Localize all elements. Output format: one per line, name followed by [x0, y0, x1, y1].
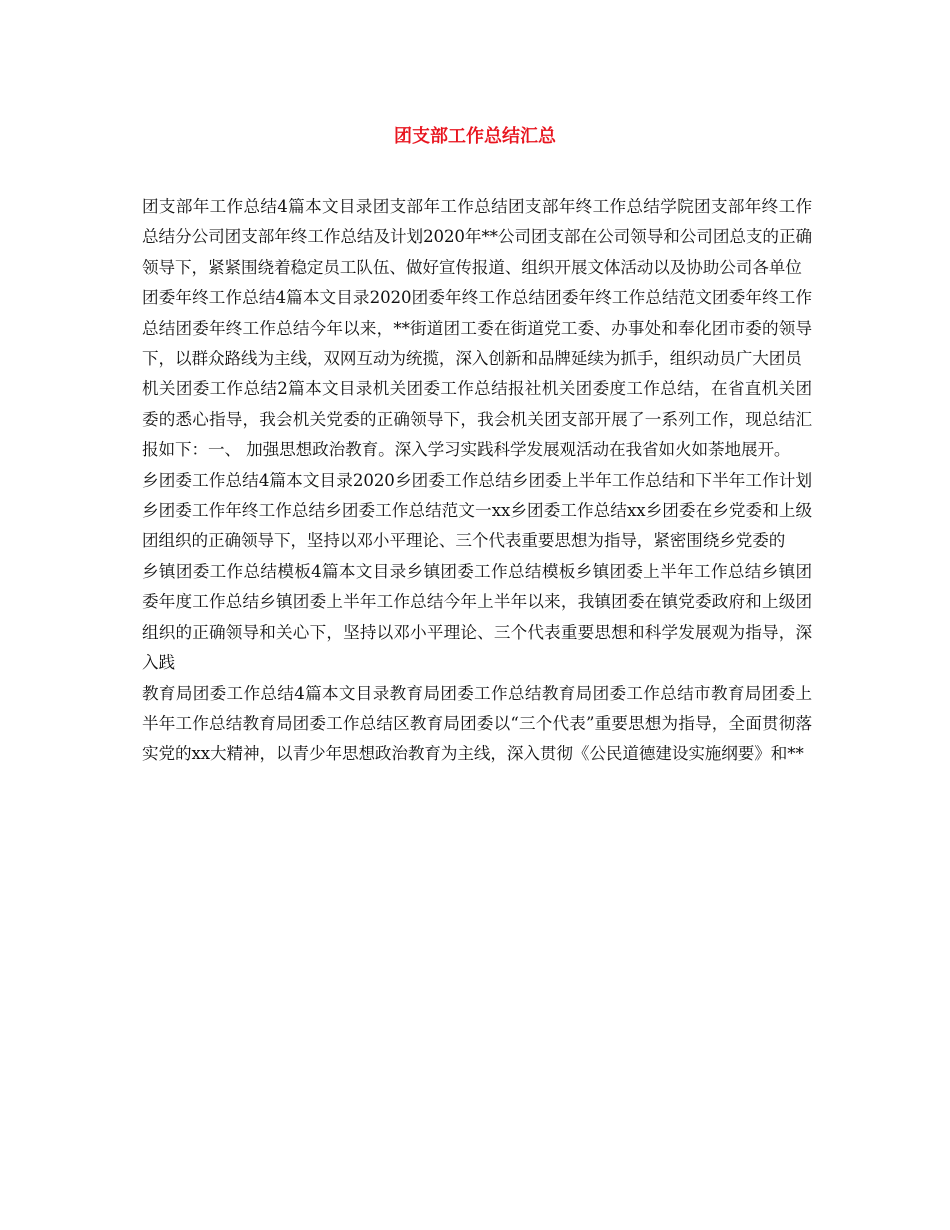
paragraph-5: 乡镇团委工作总结模板4篇本文目录乡镇团委工作总结模板乡镇团委上半年工作总结乡镇团委年度工作总结乡镇团委上半年工作总结今年上半年以来，我镇团委在镇党委政府和上级团组织的正确领导和关心下，坚持以邓小平理论、三个代表重要思想和科学发展观为指导，深入践 [142, 561, 812, 673]
paragraph-3: 机关团委工作总结2篇本文目录机关团委工作总结报社机关团委度工作总结，在省直机关团委的悉心指导，我会机关党委的正确领导下，我会机关团支部开展了一系列工作，现总结汇报如下：一、 加强思想政治教育。深入学习实践科学发展观活动在我省如火如荼地展开。 [142, 379, 812, 460]
paragraph-1: 团支部年工作总结4篇本文目录团支部年工作总结团支部年终工作总结学院团支部年终工作总结分公司团支部年终工作总结及计划2020年**公司团支部在公司领导和公司团总支的正确领导下，紧紧围绕着稳定员工队伍、做好宣传报道、组织开展文体活动以及协助公司各单位 [142, 197, 812, 277]
document-body [142, 192, 812, 770]
document-title: 团支部工作总结汇总 [394, 126, 556, 147]
paragraph-6: 教育局团委工作总结4篇本文目录教育局团委工作总结教育局团委工作总结市教育局团委上半年工作总结教育局团委工作总结区教育局团委以“三个代表”重要思想为指导，全面贯彻落实党的xx大精神，以青少年思想政治教育为主线，深入贯彻《公民道德建设实施纲要》和** [142, 683, 812, 764]
paragraph-4: 乡团委工作总结4篇本文目录2020乡团委工作总结乡团委上半年工作总结和下半年工作计划乡团委工作年终工作总结乡团委工作总结范文一xx乡团委工作总结xx乡团委在乡党委和上级团组织的正确领导下，坚持以邓小平理论、三个代表重要思想为指导，紧密围绕乡党委的 [142, 470, 812, 551]
paragraph-2: 团委年终工作总结4篇本文目录2020团委年终工作总结团委年终工作总结范文团委年终工作总结团委年终工作总结今年以来，**街道团工委在街道党工委、办事处和奉化团市委的领导下，以群众路线为主线，双网互动为统揽，深入创新和品牌延续为抓手，组织动员广大团员 [142, 288, 812, 369]
